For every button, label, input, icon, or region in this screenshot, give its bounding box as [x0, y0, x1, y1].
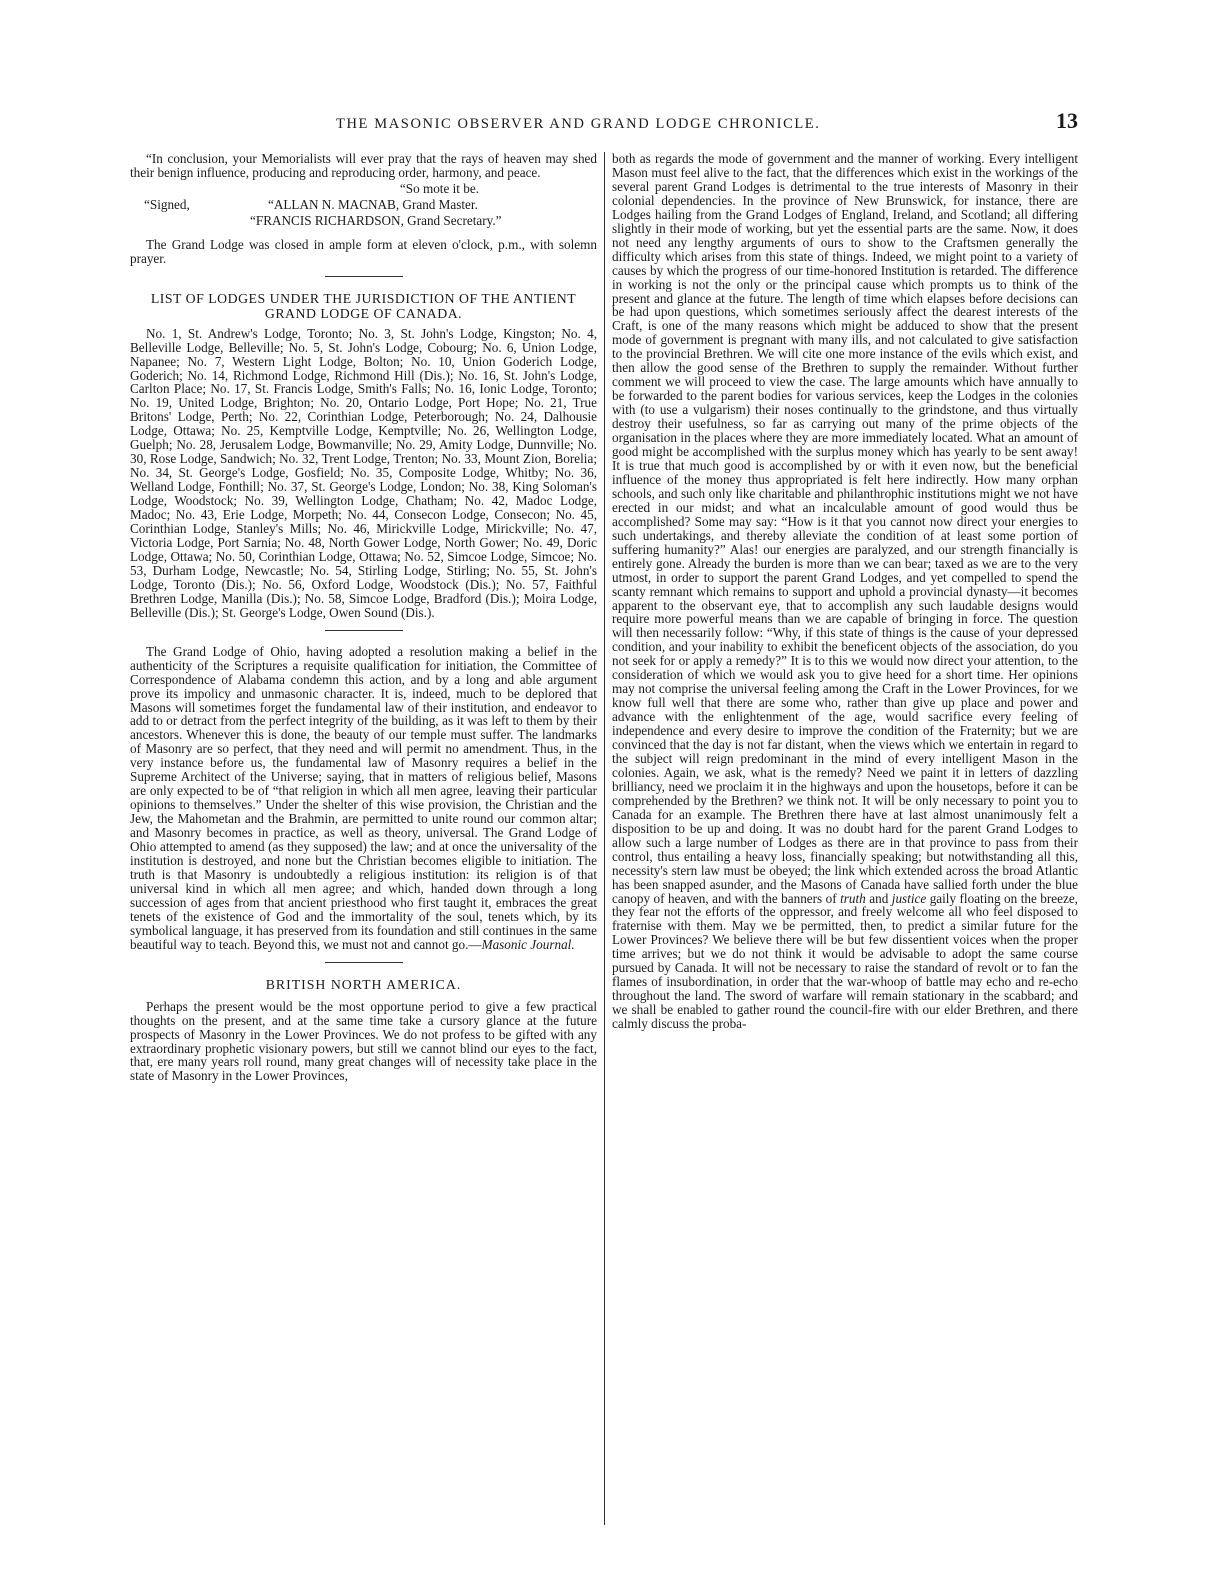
- section-divider: [325, 276, 403, 277]
- grand-secretary-signature: “FRANCIS RICHARDSON, Grand Secretary.”: [250, 212, 502, 228]
- ohio-article-source: Masonic Journal.: [481, 936, 575, 952]
- page-number: 13: [1056, 108, 1078, 133]
- running-title: THE MASONIC OBSERVER AND GRAND LODGE CHRONICLE.: [336, 116, 821, 132]
- bna-article-start: Perhaps the present would be the most opportune period to give a few practical thoughts on the present, and at the same time take a cursory glance at the future prospects of Masonry in the Lower Provinces. We do not profess to be gifted with any extraordinary prophetic visionary powers, but still we cannot blind our eyes to the fact, that, ere many years roll round, many great changes will of necessity take place in the state of Masonry in the Lower Provinces,: [130, 998, 597, 1084]
- right-column: [612, 152, 1078, 1530]
- section-divider: [325, 630, 403, 631]
- conjunction-and: and: [865, 890, 892, 906]
- emphasis-truth: truth: [840, 890, 866, 906]
- lodges-heading: LIST OF LODGES UNDER THE JURISDICTION OF THE ANTIENT GRAND LODGE OF CANADA.: [150, 290, 577, 321]
- closing-note: The Grand Lodge was closed in ample form at eleven o'clock, p.m., with solemn prayer.: [130, 236, 597, 266]
- left-column: [130, 152, 597, 1530]
- column-rule: [604, 152, 605, 1525]
- lodges-list: No. 1, St. Andrew's Lodge, Toronto; No. 3, St. John's Lodge, Kingston; No. 4, Belleville Lodge, Belleville; No. 5, St. John's Lodge, Cobourg; No. 6, Union Lodge, Napanee; No. 7, Western Light Lodge, Bolton; No. 10, Union Goderich Lodge, Goderich; No. 14, Richmond Lodge, Richmond Hill (Dis.); No. 16, St. John's Lodge, Carlton Place; No. 17, St. Francis Lodge, Smith's Falls; No. 16, Ionic Lodge, Toronto; No. 19, United Lodge, Brighton; No. 20, Ontario Lodge, Port Hope; No. 21, True Britons' Lodge, Perth; No. 22, Corinthian Lodge, Peterborough; No. 24, Dalhousie Lodge, Ottawa; No. 25, Kemptville Lodge, Kemptville; No. 26, Wellington Lodge, Guelph; No. 28, Jerusalem Lodge, Bowmanville; No. 29, Amity Lodge, Dunnville; No. 30, Rose Lodge, Sandwich; No. 32, Trent Lodge, Trenton; No. 33, Mount Zion, Borelia; No. 34, St. George's Lodge, Gosfield; No. 35, Composite Lodge, Whitby; No. 36, Welland Lodge, Fonthill; No. 37, St. George's Lodge, London; No. 38, King Soloman's Lodge, Woodstock; No. 39, Wellington Lodge, Chatham; No. 42, Madoc Lodge, Madoc; No. 43, Erie Lodge, Morpeth; No. 44, Consecon Lodge, Consecon; No. 45, Corinthian Lodge, Stanley's Mills; No. 46, Mirickville Lodge, Mirickville; No. 47, Victoria Lodge, Port Sarnia; No. 48, North Gower Lodge, North Gower; No. 49, Doric Lodge, Ottawa; No. 50, Corinthian Lodge, Ottawa; No. 52, Simcoe Lodge, Simcoe; No. 53, Durham Lodge, Newcastle; No. 54, Stirling Lodge, Stirling; No. 55, St. John's Lodge, Toronto (Dis.); No. 56, Oxford Lodge, Woodstock (Dis.); No. 57, Faithful Brethren Lodge, Manilla (Dis.); No. 58, Simcoe Lodge, Bradford (Dis.); Moira Lodge, Belleville (Dis.); St. George's Lodge, Owen Sound (Dis.).: [130, 325, 597, 620]
- bna-text-part-1: both as regards the mode of government and the manner of working. Every intelligent Mason must feel alive to the fact, that the differences which exist in the workings of the several parent Grand Lodges is detrimental to the true interests of Masonry in their colonial dependencies. In the province of New Brunswick, for instance, there are Lodges hailing from the Grand Lodges of England, Ireland, and Scotland; all differing slightly in their mode of working, but yet the essential parts are the same. Now, it does not need any lengthy arguments of ours to show to the Craftsmen generally the difficulty which arises from this state of things. Indeed, we might point to a variety of causes by which the progress of our time-honored Institution is retarded. The difference in working is not the only or the principal cause which prompts us to think of the present and glance at the future. The length of time which elapses before decisions can be had upon questions, which sometimes seriously affect the dearest interests of the Craft, is one of the many reasons which might be adduced to show that the present mode of government is pregnant with many ills, and not calculated to give satisfaction to the provincial Brethren. We will cite one more instance of the evils which exist, and then allow the good sense of the Brethren to supply the remainder. Without further comment we will proceed to view the case. The large amounts which have annually to be forwarded to the parent bodies for various services, keep the Lodges in the colonies with (to use a vulgarism) their noses continually to the grindstone, and thus virtually destroy their usefulness, so far as carrying out many of the prime objects of the organisation in the places where they are more immediately located. What an amount of good might be accomplished with the surplus money which has yearly to be sent away! It is true that much good is accomplished by or with it even now, but the beneficial influence of the money thus appropriated is felt here indirectly. How many orphan schools, and such only like charitable and philanthrophic institutions might we not have erected in our midst; and what an incalculable amount of good would thus be accomplished? Some may say: “How is it that you cannot now direct your energies to such undertakings, and thereby alleviate the condition of at least some portion of suffering humanity?” Alas! our energies are paralyzed, and our strength financially is entirely gone. Already the burden is more than we can bear; taxed as we are to the very utmost, in order to support the parent Grand Lodges, and yet compelled to spend the scanty remnant which remains to support and uphold a provincial dynasty—it becomes apparent to the observant eye, that to accomplish any such laudable designs would require more powerful means than we are capable of bringing in force. The question will then necessarily follow: “Why, if this state of things is the cause of your depressed condition, and your inability to exhibit the beneficent objects of the association, do you not seek for or apply a remedy?” It is to this we would now direct your attention, to the consideration of which we would ask you to give heed for a short time. Her opinions may not comprise the universal feeling among the Craft in the Lower Provinces, for we know full well that there are some who, rather than give up place and power and advance with the enlightenment of the age, would sacrifice every feeling of independence and every desire to improve the condition of the Fraternity; but we are convinced that the day is not far distant, when the views which we entertain in regard to the subject will reign predominant in the mind of every intelligent Mason in the colonies. Again, we ask, what is the remedy? Need we paint it in letters of dazzling brilliancy, need we proclaim it in the highways and upon the housetops, before it can be comprehended by the Brethren? we think not. It will be only necessary to point you to Canada for an example. The Brethren there have at last almost unanimously felt a disposition to be up and doing. It was no doubt hard for the parent Grand Lodges to allow such a large number of Lodges as there are in that province to pass from their control, thus entailing a heavy loss, financially speaking; but notwithstanding all this, necessity's stern law must be obeyed; the link which extended across the broad Atlantic has been snapped asunder, and the Masons of Canada have sallied forth under the blue canopy of heaven, and with the banners of: [612, 152, 1078, 906]
- section-divider: [325, 962, 403, 963]
- signed-label: “Signed,: [144, 196, 190, 212]
- ohio-article: [130, 645, 597, 952]
- page-header: [146, 108, 1078, 138]
- so-mote-it-be: “So mote it be.: [399, 180, 479, 196]
- signature-row: [130, 198, 597, 212]
- emphasis-justice: justice: [891, 890, 927, 906]
- bna-article-continued: [612, 152, 1078, 1031]
- grand-master-signature: “ALLAN N. MACNAB, Grand Master.: [268, 196, 478, 212]
- bna-text-part-2: gaily floating on the breeze, they fear not the efforts of the oppressor, and freely welcome all who feel disposed to fraternise with them. May we be permitted, then, to predict a similar future for the Lower Provinces? We believe there will be but few dissentient voices when the proper time arrives; but we do not think it would be advisable to adopt the same course pursued by Canada. It will not be necessary to raise the standard of revolt or to fan the flames of insubordination, in order that the war-whoop of battle may echo and re-echo throughout the land. The sword of warfare will remain stationary in the scabbard; and we shall be enabled to gather round the council-fire with our elder Brethren, and there calmly discuss the proba-: [612, 890, 1078, 1032]
- memorial-closing: “In conclusion, your Memorialists will ever pray that the rays of heaven may shed their benign influence, producing and reproducing order, harmony, and peace.: [130, 152, 597, 180]
- bna-heading: BRITISH NORTH AMERICA.: [265, 976, 462, 992]
- ohio-article-text: The Grand Lodge of Ohio, having adopted a resolution making a belief in the authenticity of the Scriptures a requisite qualification for initiation, the Committee of Correspondence of Alabama condemn this action, and by a long and able argument prove its impolicy and unmasonic character. It is, indeed, much to be deplored that Masons will sometimes forget the fundamental law of their institution, and endeavor to add to or detract from the perfect integrity of the building, as it was left to them by their ancestors. Whenever this is done, the beauty of our temple must suffer. The landmarks of Masonry are so perfect, that they need and will permit no amendment. Thus, in the very instance before us, the fundamental law of Masonry requires a belief in the Supreme Architect of the Universe; saying, that in matters of religious belief, Masons are only expected to be of “that religion in which all men agree, leaving their particular opinions to themselves.” Under the shelter of this wise provision, the Christian and the Jew, the Mahometan and the Brahmin, are permitted to unite round our common altar; and Masonry becomes in practice, as well as theory, universal. The Grand Lodge of Ohio attempted to amend (as they supposed) the law; and at once the universality of the institution is destroyed, and none but the Christian becomes eligible to initiation. The truth is that Masonry is undoubtedly a religious institution: its religion is of that universal kind in which all men agree; and which, handed down through a long succession of ages from that ancient priesthood who first taught it, embraces the great tenets of the existence of God and the immortality of the soul, tenets which, by its symbolical language, it has preserved from its foundation and still continues in the same beautiful way to teach. Beyond this, we must not and cannot go.—: [130, 643, 597, 952]
